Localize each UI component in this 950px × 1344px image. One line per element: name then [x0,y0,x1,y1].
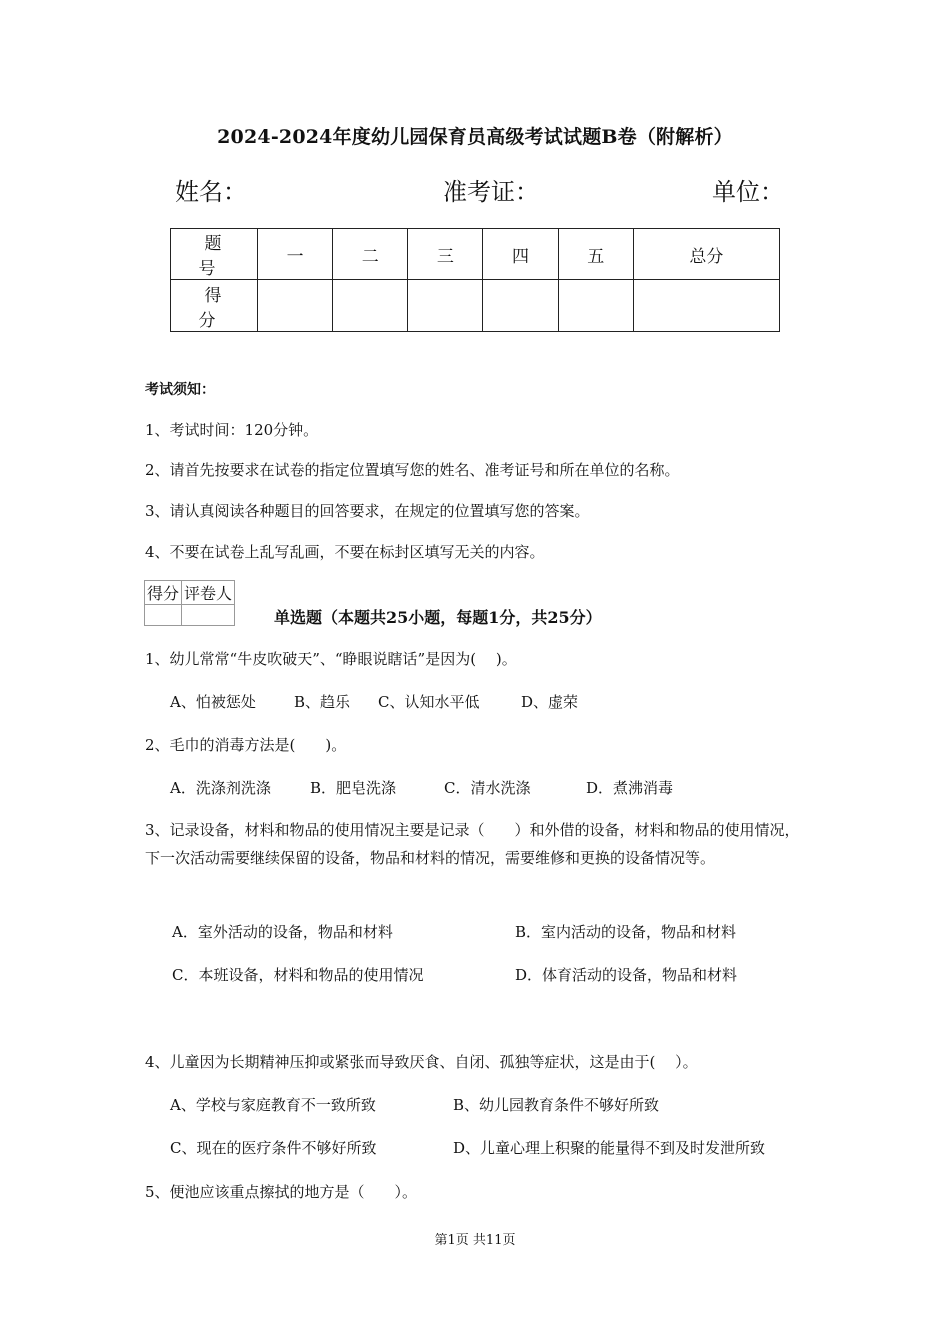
grader-score-cell[interactable] [145,605,182,626]
question-option: A．室外活动的设备，物品和材料 [172,923,393,941]
score-table-cell: 四 [483,229,558,280]
score-table-cell: 题 号 [171,229,258,280]
question-option: A、怕被惩处 [170,693,256,711]
question-option: B、趋乐 [294,693,351,711]
question-option: B、幼儿园教育条件不够好所致 [453,1096,660,1114]
notice-item: 2、请首先按要求在试卷的指定位置填写您的姓名、准考证号和所在单位的名称。 [145,461,680,479]
unit-label: 单位： [712,178,784,206]
score-table-header-row [171,229,780,280]
question-option: D、虚荣 [521,693,579,711]
score-table-cell: 五 [558,229,633,280]
score-table-cell: 一 [258,229,333,280]
score-table-score-row [171,280,780,332]
exam-number-label: 准考证： [443,178,539,206]
page-footer: 第1页 共11页 [434,1233,516,1248]
question-stem: 5、便池应该重点擦拭的地方是（ ）。 [145,1183,418,1201]
score-table-cell: 二 [333,229,408,280]
name-label: 姓名： [175,178,247,206]
question-option: A．洗涤剂洗涤 [170,779,271,797]
section-title: 单选题（本题共25小题，每题1分，共25分） [274,608,602,627]
score-table-cell: 三 [408,229,483,280]
question-stem: 2、毛巾的消毒方法是( )。 [145,736,347,754]
question-stem: 1、幼儿常常“牛皮吹破天”、“睁眼说瞎话”是因为( )。 [145,650,517,668]
score-input-cell[interactable] [558,280,633,332]
score-input-cell[interactable] [258,280,333,332]
score-input-cell[interactable] [333,280,408,332]
question-stem: 3、记录设备，材料和物品的使用情况主要是记录（ ）和外借的设备，材料和物品的使用情况，下一次活动需要继续保留的设备，物品和材料的情况，需要维修和更换的设备情况等。 [145,821,800,867]
question-option: C、现在的医疗条件不够好所致 [170,1139,377,1157]
notice-item: 3、请认真阅读各种题目的回答要求，在规定的位置填写您的答案。 [145,502,590,520]
question-option: C、认知水平低 [378,693,480,711]
question-option: D．煮沸消毒 [586,779,674,797]
grader-score-label: 得分 [145,581,182,605]
score-table-cell: 总分 [633,229,779,280]
grader-box [144,580,235,626]
grader-reviewer-label: 评卷人 [182,581,235,605]
page-title: 2024-2024年度幼儿园保育员高级考试试题B卷（附解析） [217,126,733,148]
question-option: B．肥皂洗涤 [310,779,397,797]
question-option: A、学校与家庭教育不一致所致 [170,1096,376,1114]
question-option: D、儿童心理上积聚的能量得不到及时发泄所致 [453,1139,766,1157]
score-input-cell[interactable] [633,280,779,332]
question-stem: 4、儿童因为长期精神压抑或紧张而导致厌食、自闭、孤独等症状，这是由于( ）。 [145,1053,698,1071]
question-option: C．本班设备，材料和物品的使用情况 [172,966,424,984]
notice-heading: 考试须知： [145,382,215,398]
notice-item: 1、考试时间：120分钟。 [145,421,319,439]
score-table-cell: 得 分 [171,280,258,332]
question-option: C．清水洗涤 [444,779,531,797]
grader-reviewer-cell[interactable] [182,605,235,626]
score-input-cell[interactable] [408,280,483,332]
score-table [170,228,780,332]
question-option: B．室内活动的设备，物品和材料 [515,923,737,941]
question-option: D．体育活动的设备，物品和材料 [515,966,738,984]
score-input-cell[interactable] [483,280,558,332]
notice-item: 4、不要在试卷上乱写乱画，不要在标封区填写无关的内容。 [145,543,545,561]
